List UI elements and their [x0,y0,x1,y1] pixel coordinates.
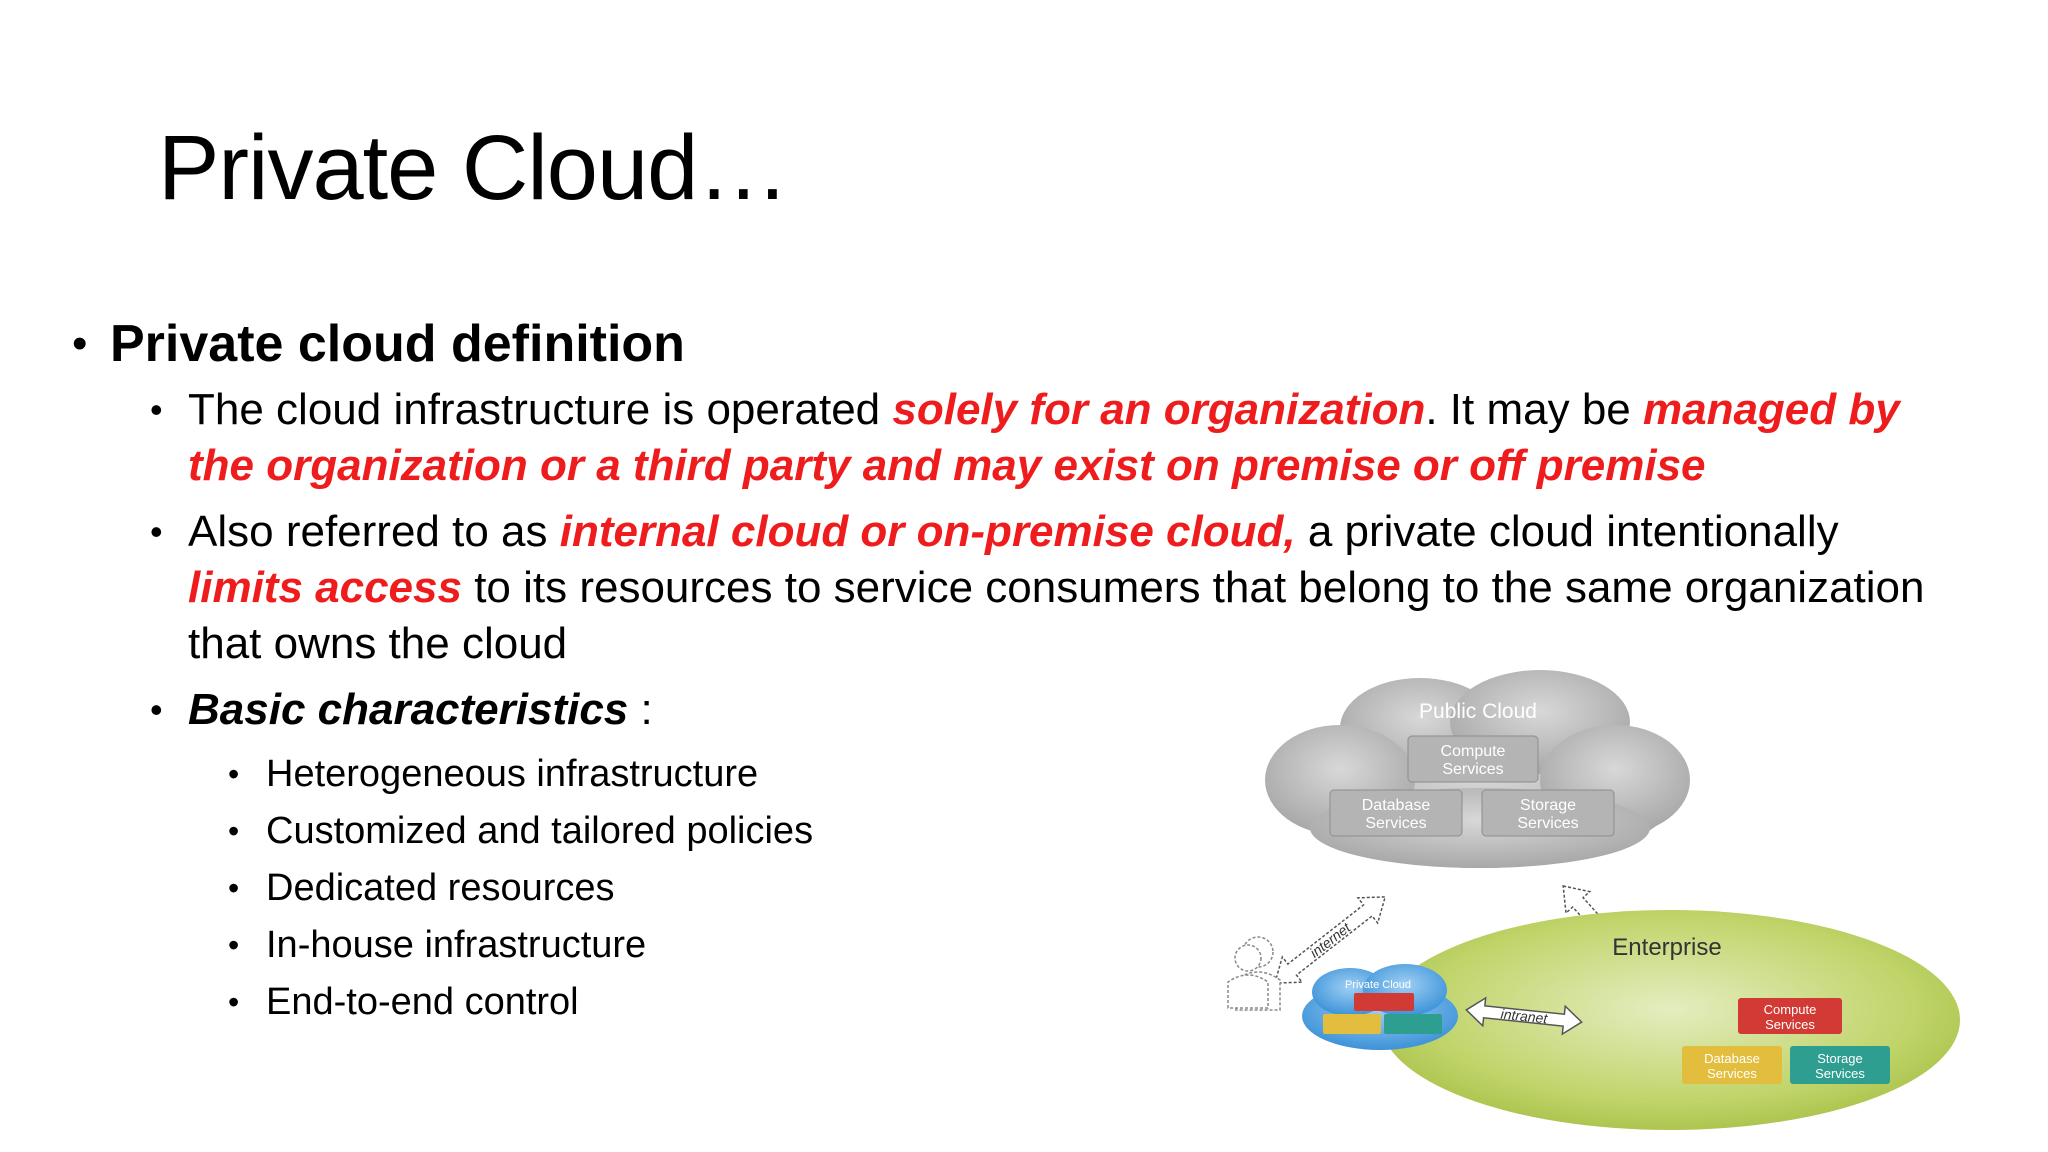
database-label: Database [1361,797,1431,814]
ent-storage-label: Storage [1817,1051,1863,1066]
list-item: • In-house infrastructure [266,917,1948,974]
private-cloud [1302,964,1458,1050]
list-item: • Heterogeneous infrastructure [266,746,1948,803]
storage-label: Storage [1519,797,1577,814]
highlight-text: solely for an organization [892,385,1426,434]
text: to its resources to service consumers that belong to the same organization that owns the cloud [188,563,1925,668]
list-item: • Dedicated resources [266,860,1948,917]
highlight-text: limits access [188,563,462,612]
slide-title: Private Cloud… [158,117,789,219]
ent-compute-label: Services [1765,1017,1815,1032]
public-cloud [1265,670,1690,868]
ent-compute-label: Compute [1763,1002,1817,1017]
ent-storage-label: Services [1815,1066,1865,1081]
compute-label: Compute [1440,743,1506,760]
text: Also referred to as [188,507,560,556]
user-icon [1228,937,1280,1010]
sub-bullet-operated [188,382,1948,494]
list-item: • End-to-end control [266,974,1948,1031]
cloud-diagram [1220,670,1960,1140]
text: a private cloud intentionally [1295,507,1839,556]
sub-bullet-referred [188,504,1948,672]
enterprise [1302,910,1960,1130]
ent-database-label: Database [1704,1051,1760,1066]
database-label: Services [1365,815,1427,832]
public-cloud-label: Public Cloud [1419,700,1537,723]
enterprise-label: Enterprise [1612,934,1722,961]
characteristics-label: Basic characteristics [188,685,629,734]
definition-heading: Private cloud definition [110,315,685,373]
intranet-label: intranet [1499,1005,1549,1027]
ent-database-label: Services [1707,1066,1757,1081]
text: The cloud infrastructure is operated [188,385,893,434]
highlight-text: managed by the organization or a third party and may exist on premise or off premise [188,385,1900,490]
text: . It may be [1425,385,1643,434]
characteristics-suffix: : [628,685,653,734]
list-item: • Customized and tailored policies [266,803,1948,860]
highlight-text: internal cloud or on-premise cloud, [559,507,1296,556]
internet-label-left: internet [1306,919,1354,961]
private-cloud-label: Private Cloud [1344,979,1412,991]
storage-label: Services [1517,815,1579,832]
compute-label: Services [1442,761,1504,778]
